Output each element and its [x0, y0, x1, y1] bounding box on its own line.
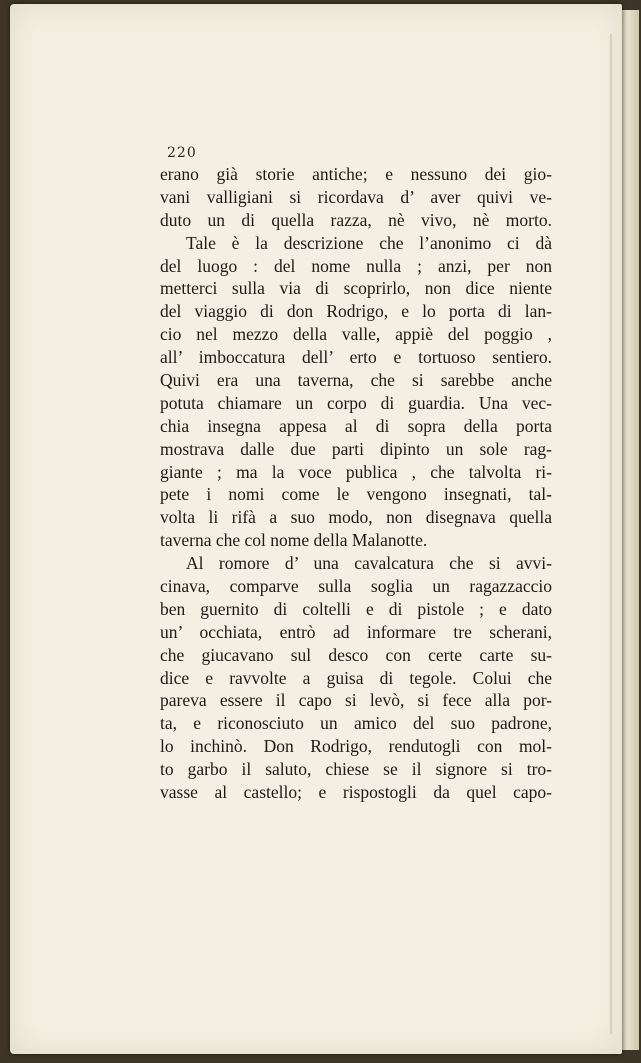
text-line: che giucavano sul desco con certe carte su-	[160, 644, 552, 665]
text-line: metterci sulla via di scoprirlo, non dice niente	[160, 278, 552, 299]
text-line: vani valligiani si ricordava d’ aver quivi ve-	[160, 186, 552, 207]
text-line: all’ imboccatura dell’ erto e tortuoso sentiero.	[160, 347, 552, 368]
text-line: taverna che col nome della Malanotte.	[160, 530, 428, 551]
text-line: Al romore d’ una cavalcatura che si avvi-	[186, 553, 552, 574]
text-line: del luogo : del nome nulla ; anzi, per non	[160, 255, 552, 276]
text-line: mostrava dalle due parti dipinto un sole rag-	[160, 438, 552, 459]
page-number: 220	[167, 145, 197, 161]
text-line: cinava, comparve sulla soglia un ragazzaccio	[160, 576, 552, 597]
text-line: lo inchinò. Don Rodrigo, rendutogli con mol-	[160, 736, 552, 757]
text-line: del viaggio di don Rodrigo, e lo porta di lan-	[160, 301, 552, 322]
book-page-edges	[620, 10, 639, 1050]
page-fold-shadow	[610, 34, 612, 1034]
text-line: Tale è la descrizione che l’anonimo ci dà	[186, 232, 552, 253]
text-line: un’ occhiata, entrò ad informare tre scherani,	[160, 621, 552, 642]
text-line: pareva essere il capo si levò, si fece alla por-	[160, 690, 552, 711]
text-line: cio nel mezzo della valle, appiè del poggio ,	[160, 324, 552, 345]
text-line: volta li rifà a suo modo, non disegnava quella	[160, 507, 552, 528]
text-line: Quivi era una taverna, che si sarebbe anche	[160, 370, 552, 391]
text-line: pete i nomi come le vengono insegnati, tal-	[160, 484, 552, 505]
text-line: giante ; ma la voce publica , che talvolta ri-	[160, 461, 552, 482]
text-line: dice e ravvolte a guisa di tegole. Colui che	[160, 667, 552, 688]
text-line: chia insegna appesa al di sopra della porta	[160, 415, 552, 436]
text-line: ben guernito di coltelli e di pistole ; e dato	[160, 598, 552, 619]
body-text	[160, 163, 552, 804]
text-line: ta, e riconosciuto un amico del suo padrone,	[160, 713, 552, 734]
text-line: potuta chiamare un corpo di guardia. Una vec-	[160, 392, 552, 413]
text-line: vasse al castello; e rispostogli da quel capo-	[160, 782, 552, 803]
text-line: to garbo il saluto, chiese se il signore si tro-	[160, 759, 552, 780]
text-line: erano già storie antiche; e nessuno dei gio-	[160, 164, 552, 184]
text-line: duto un di quella razza, nè vivo, nè morto.	[160, 209, 552, 230]
